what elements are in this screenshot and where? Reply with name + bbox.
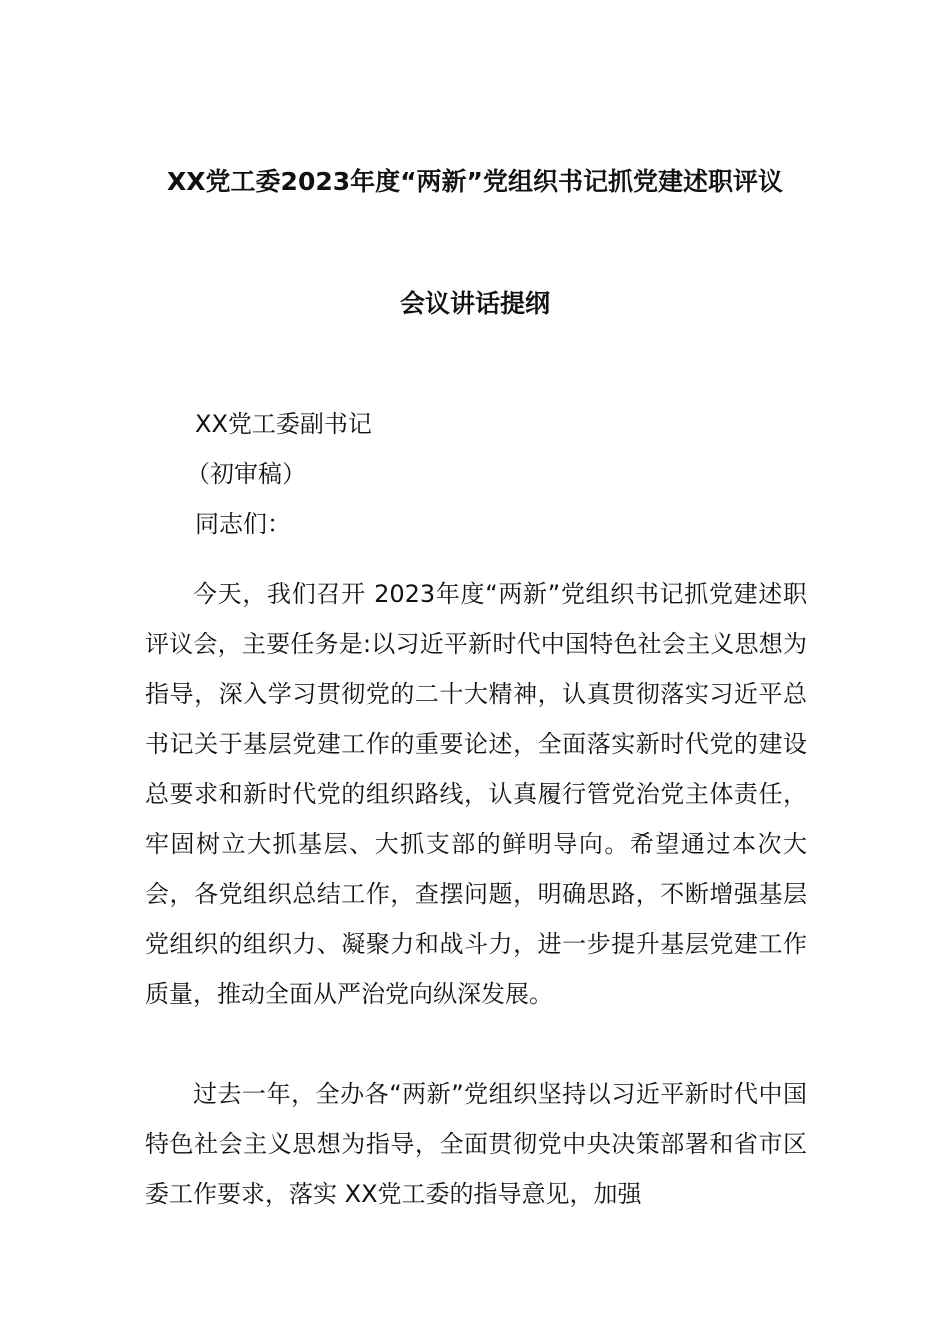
body-paragraph-2: 过去一年，全办各“两新”党组织坚持以习近平新时代中国特色社会主义思想为指导，全面贯彻党中央决策部署和省市区委工作要求，落实 XX党工委的指导意见，加强 (145, 1080, 807, 1208)
author-line: XX党工委副书记 (195, 410, 372, 438)
salutation: 同志们： (195, 510, 291, 538)
body-paragraph-1: 今天，我们召开 2023年度“两新”党组织书记抓党建述职评议会，主要任务是:以习近平新时代中国特色社会主义思想为指导，深入学习贯彻党的二十大精神，认真贯彻落实习近平总书记关于基层党建工作的重要论述，全面落实新时代党的建设总要求和新时代党的组织路线，认真履行管党治党主体责任，牢固树立大抓基层、大抓支部的鲜明导向。希望通过本次大会，各党组织总结工作，查摆问题，明确思路，不断增强基层党组织的组织力、凝聚力和战斗力，进一步提升基层党建工作质量，推动全面从严治党向纵深发展。 (145, 580, 807, 1008)
draft-note: （初审稿） (186, 460, 306, 488)
document-title-line-1: XX党工委2023年度“两新”党组织书记抓党建述职评议 (167, 167, 783, 196)
document-title-line-2: 会议讲话提纲 (399, 289, 550, 318)
